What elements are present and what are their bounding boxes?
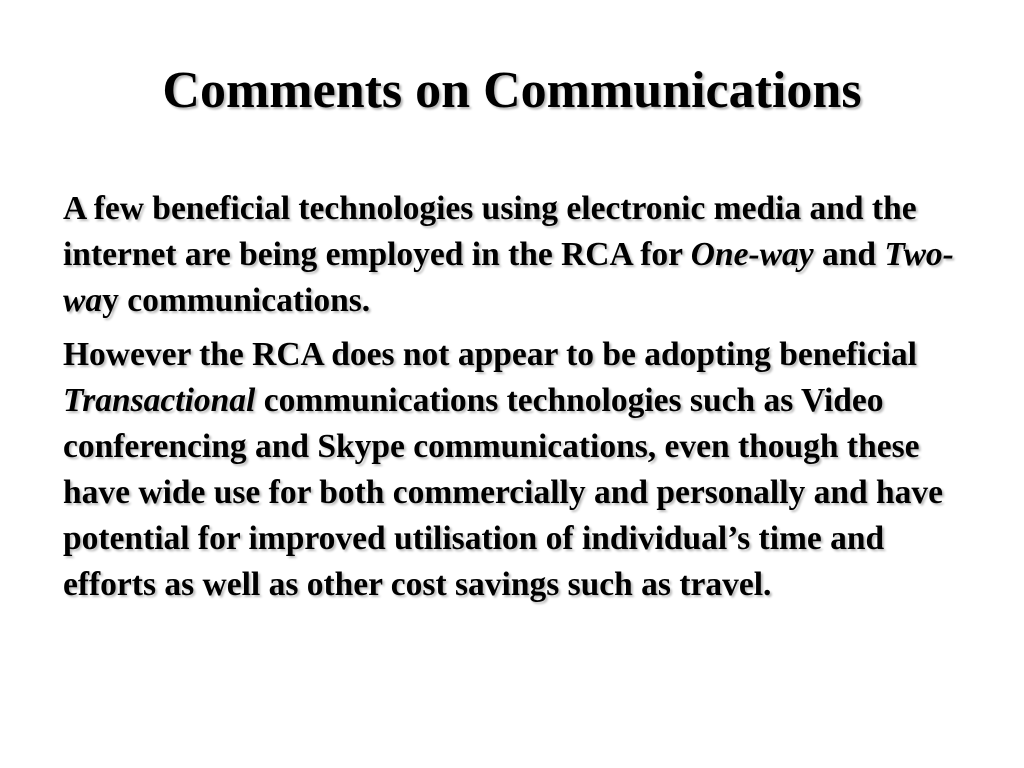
paragraph1-text-1: A few beneficial technologies using electronic media and the internet are being employed in the RCA for (63, 190, 917, 273)
paragraph-transactional (63, 332, 978, 608)
paragraph2-text-2: communications technologies such as Video conferencing and Skype communications, even though these have wide use for both commercially and personally and have potential for improved utilisation of individual’s time and efforts as well as other cost savings such as travel. (63, 382, 944, 603)
slide-title: Comments on Communications (162, 62, 862, 119)
paragraph1-emphasis-one-way: One-way (690, 236, 814, 273)
slide-body (63, 186, 978, 616)
paragraph2-text-1: However the RCA does not appear to be adopting beneficial (63, 336, 917, 373)
paragraph1-text-3: y communications. (102, 282, 371, 319)
paragraph-one-way-two-way (63, 186, 978, 324)
paragraph1-text-2: and (813, 236, 885, 273)
paragraph2-emphasis-transactional: Transactional (63, 382, 256, 419)
paragraph1-emphasis-two-way: Two-wa (63, 236, 954, 319)
